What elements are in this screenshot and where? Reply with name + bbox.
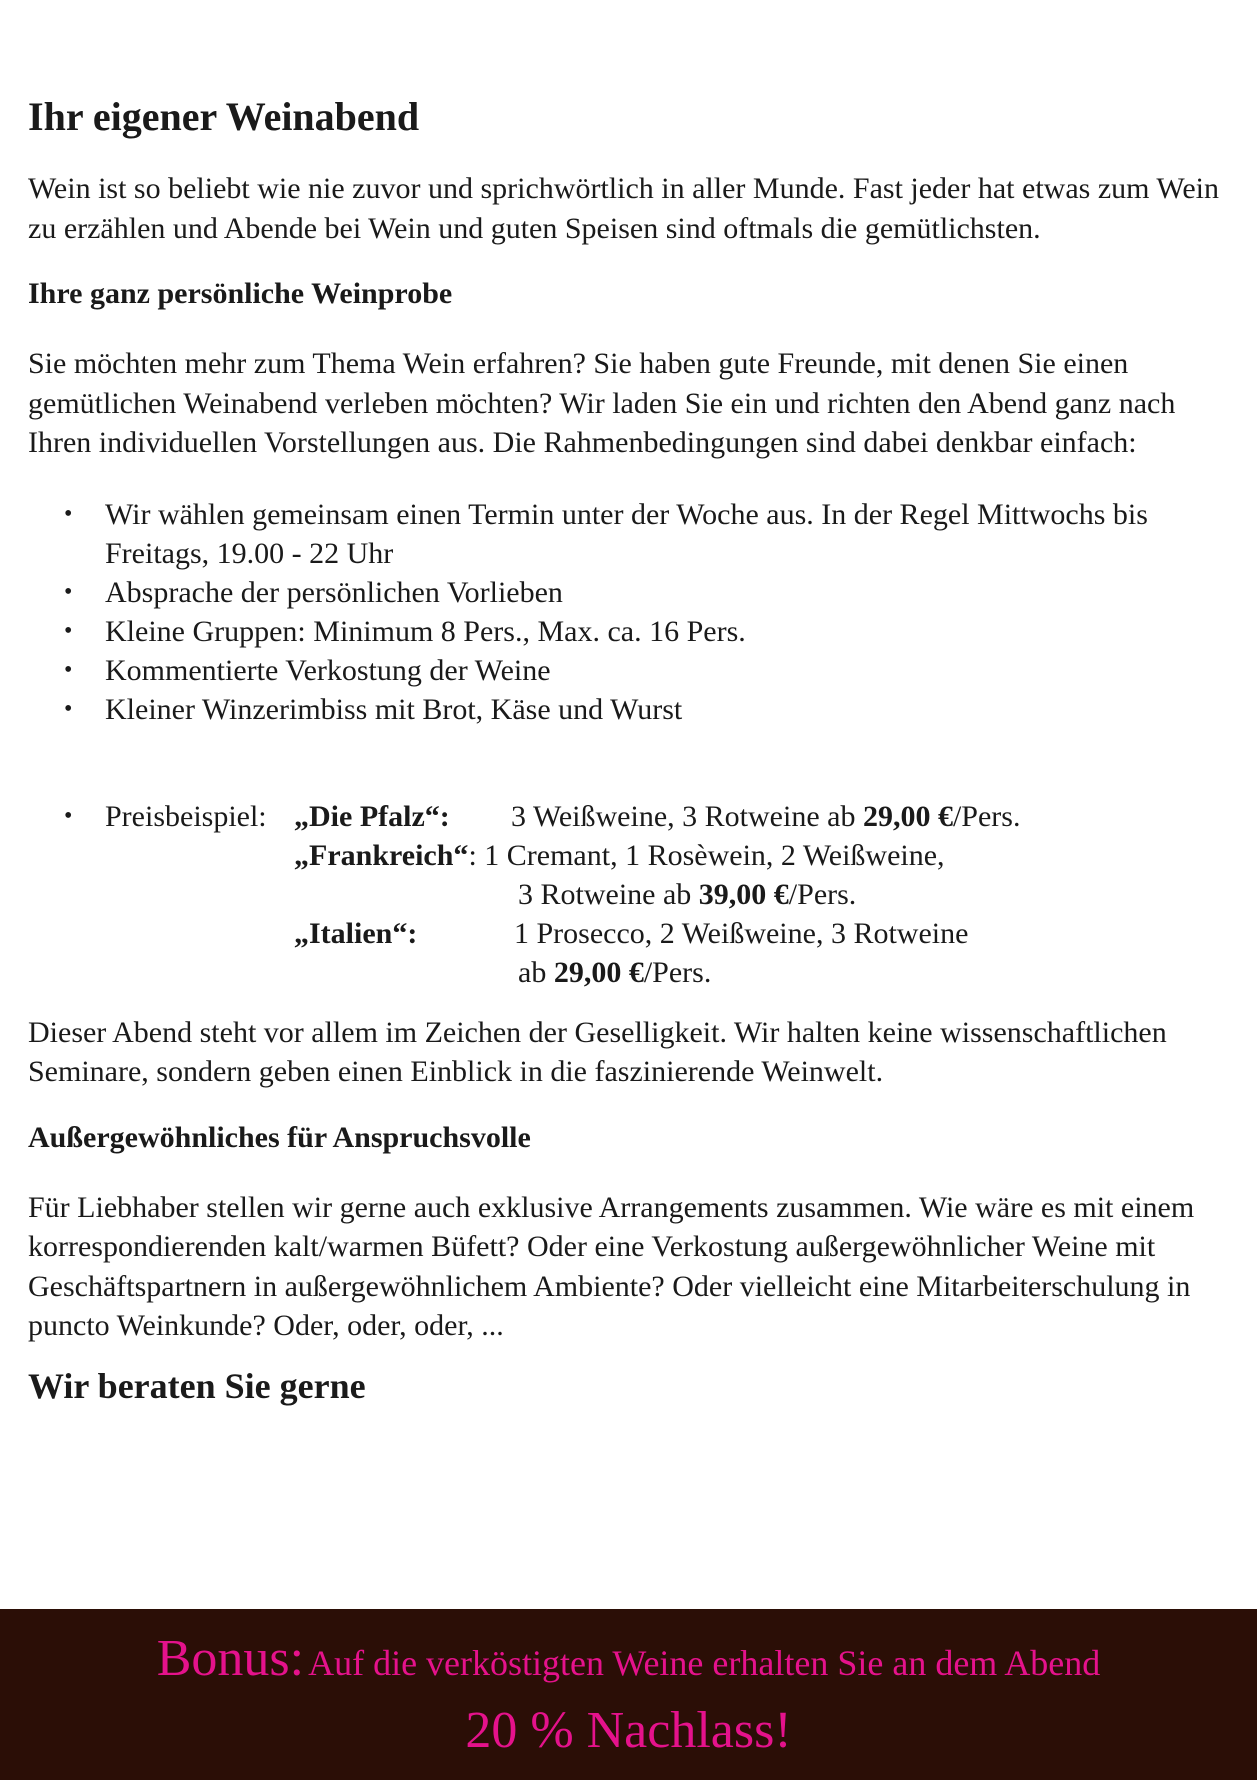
list-item: • Wir wählen gemeinsam einen Termin unter der Woche aus. In der Regel Mittwochs bis Freitags, 19.00 - 22 Uhr <box>28 495 1228 573</box>
tasting-heading: Ihre ganz persönliche Weinprobe <box>28 277 453 310</box>
closing-heading: Wir beraten Sie gerne <box>28 1365 366 1406</box>
price-italien-line2: ab 29,00 €/Pers. <box>518 955 712 989</box>
bonus-line <box>0 1629 1257 1701</box>
list-item: • Kommentierte Verkostung der Weine <box>28 651 1228 690</box>
content <box>28 93 1228 1408</box>
bonus-discount: 20 % Nachlass! <box>465 1702 792 1759</box>
bonus-text: Auf die verköstigten Weine erhalten Sie an dem Abend <box>308 1643 1101 1683</box>
tasting-paragraph: Sie möchten mehr zum Thema Wein erfahren? Sie haben gute Freunde, mit denen Sie einen gemütlichen Weinabend verleben möchten? Wir laden Sie ein und richten den Abend ganz nach Ihren individuellen Vorstellungen aus. Die Rahmenbedingungen sind dabei denkbar einfach: <box>28 347 1176 459</box>
bonus-label: Bonus: <box>156 1630 305 1687</box>
exclusive-paragraph: Für Liebhaber stellen wir gerne auch exklusive Arrangements zusammen. Wie wäre es mit einem korrespondierenden kalt/warmen Büfett? Oder eine Verkostung außergewöhnlicher Weine mit Geschäftspartnern in außergewöhnlichem Ambiente? Oder vielleicht eine Mitarbeiterschulung in puncto Weinkunde? Oder, oder, oder, ... <box>28 1190 1195 1342</box>
price-pfalz-name: „Die Pfalz“: <box>294 799 450 833</box>
price-italien-name: „Italien“: <box>294 916 418 950</box>
social-paragraph: Dieser Abend steht vor allem im Zeichen der Geselligkeit. Wir halten keine wissenschaftlichen Seminare, sondern geben einen Einblick in die faszinierende Weinwelt. <box>28 1015 1167 1088</box>
price-italien-line1: 1 Prosecco, 2 Weißweine, 3 Rotweine <box>514 916 969 950</box>
conditions-list <box>28 495 1228 729</box>
bullet-icon: • <box>64 802 73 829</box>
intro-paragraph: Wein ist so beliebt wie nie zuvor und sprichwörtlich in aller Munde. Fast jeder hat etwas zum Wein zu erzählen und Abende bei Wein und guten Speisen sind oftmals die gemütlichsten. <box>28 172 1219 245</box>
price-label: Preisbeispiel: <box>105 799 267 833</box>
price-frankreich-line1: „Frankreich“: 1 Cremant, 1 Rosèwein, 2 Weißweine, <box>294 838 945 872</box>
list-item: • Absprache der persönlichen Vorlieben <box>28 573 1228 612</box>
list-item: • Kleine Gruppen: Minimum 8 Pers., Max. ca. 16 Pers. <box>28 612 1228 651</box>
price-frankreich-line2: 3 Rotweine ab 39,00 €/Pers. <box>518 877 857 911</box>
price-examples <box>28 797 1228 989</box>
bonus-banner <box>0 1609 1257 1780</box>
list-item: • Kleiner Winzerimbiss mit Brot, Käse und Wurst <box>28 690 1228 729</box>
price-pfalz-desc: 3 Weißweine, 3 Rotweine ab 29,00 €/Pers. <box>511 799 1021 833</box>
exclusive-heading: Außergewöhnliches für Anspruchsvolle <box>28 1120 531 1154</box>
page-title: Ihr eigener Weinabend <box>28 94 420 139</box>
